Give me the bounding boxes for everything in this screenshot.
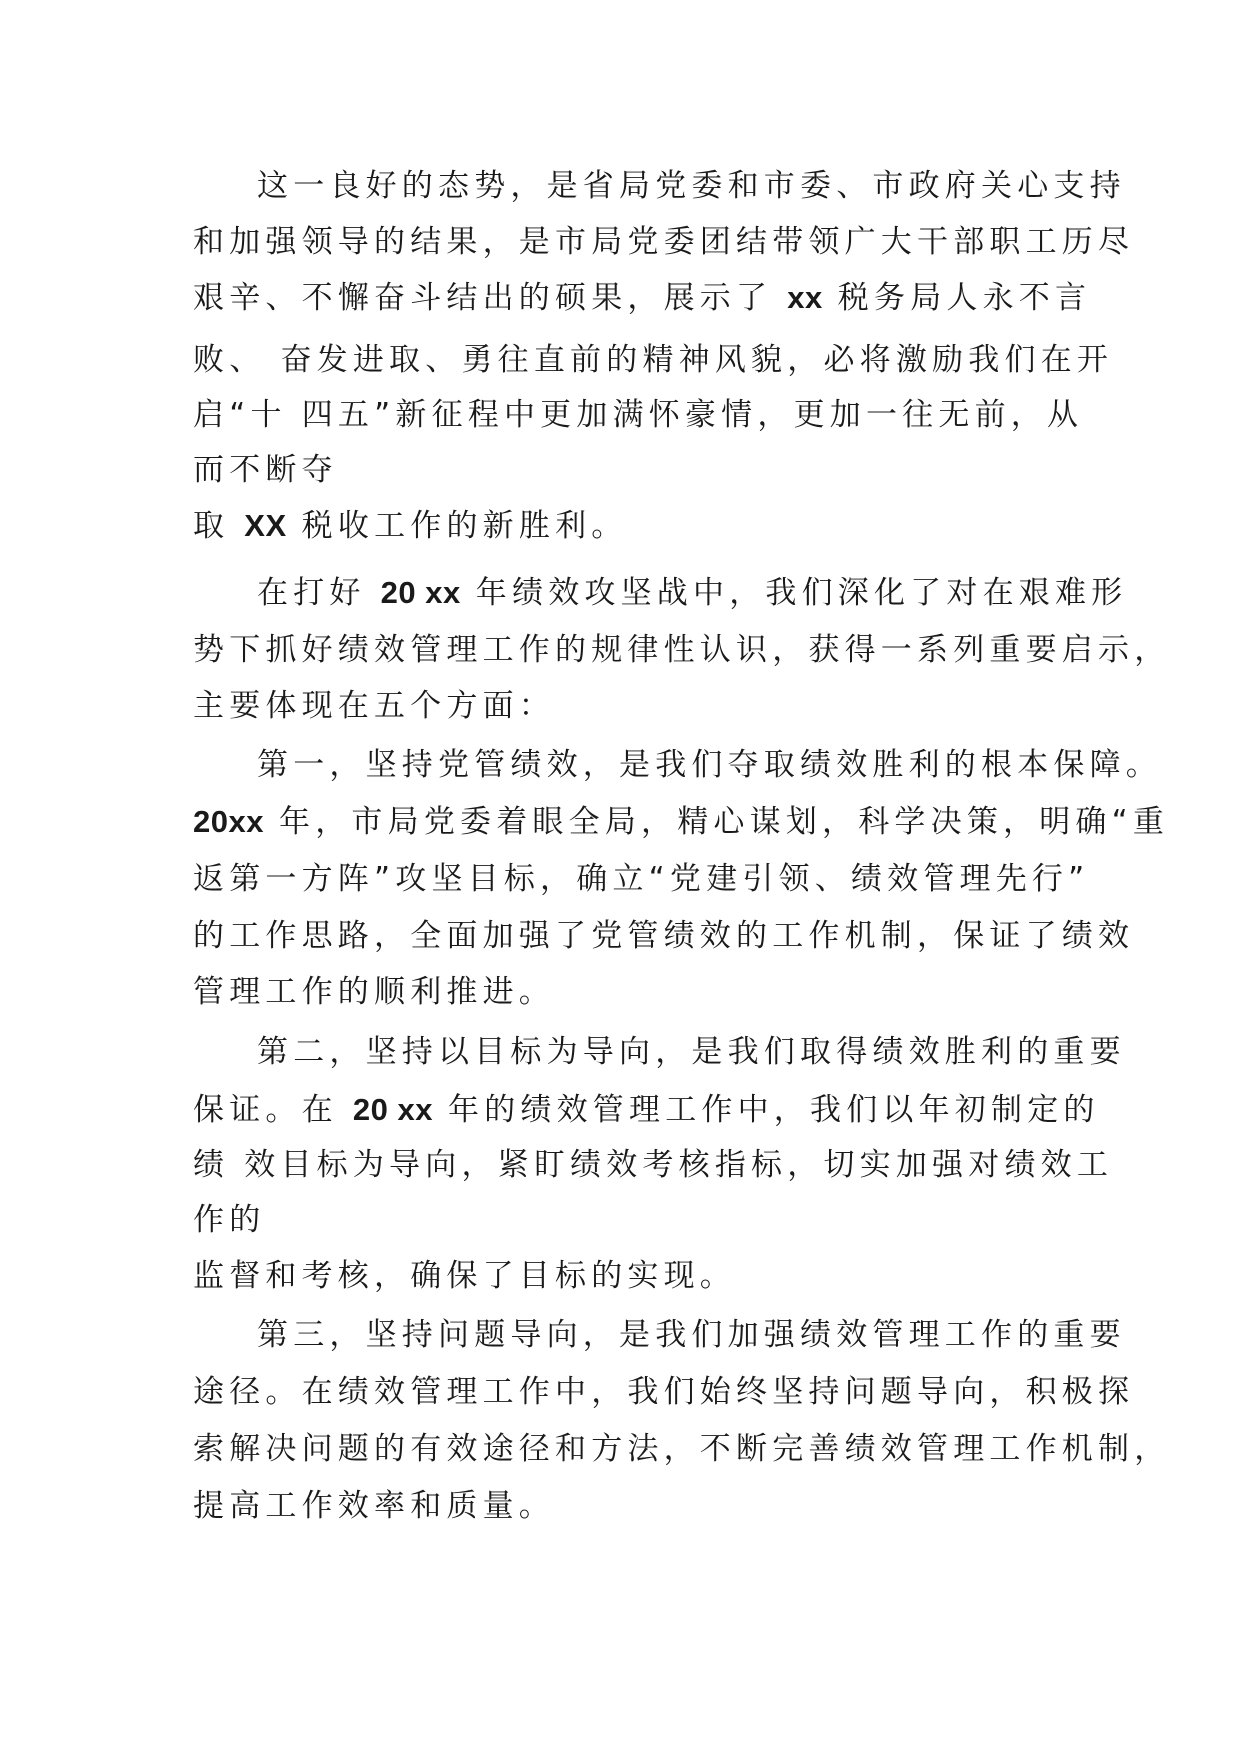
text-line: 艰辛、不懈奋斗结出的硕果，展示了 xx 税务局人永不言 — [193, 280, 1092, 316]
text-line: 势下抓好绩效管理工作的规律性认识，获得一系列重要启示， — [193, 632, 1171, 668]
text-line: 20xx 年，市局党委着眼全局，精心谋划，科学决策，明确“重 — [193, 804, 1170, 840]
text-line: 提高工作效率和质量。 — [193, 1488, 555, 1524]
text-line: 在打好 20 xx 年绩效攻坚战中，我们深化了对在艰难形 — [257, 575, 1128, 611]
text-line: 和加强领导的结果，是市局党委团结带领广大干部职工历尽 — [193, 224, 1135, 260]
text-line: 败、 奋发进取、勇往直前的精神风貌，必将激励我们在开 — [193, 342, 1114, 378]
text-line: 第二，坚持以目标为导向，是我们取得绩效胜利的重要 — [257, 1034, 1126, 1070]
text-line: 的工作思路，全面加强了党管绩效的工作机制，保证了绩效 — [193, 918, 1135, 954]
text-line: 这一良好的态势，是省局党委和市委、市政府关心支持 — [257, 168, 1126, 204]
text-line: 保证。在 20 xx 年的绩效管理工作中，我们以年初制定的 — [193, 1092, 1100, 1128]
text-line: 管理工作的顺利推进。 — [193, 974, 555, 1010]
text-line: 途径。在绩效管理工作中，我们始终坚持问题导向，积极探 — [193, 1374, 1135, 1410]
text-line: 绩 效目标为导向，紧盯绩效考核指标，切实加强对绩效工 — [193, 1147, 1114, 1183]
text-line: 主要体现在五个方面： — [193, 688, 555, 724]
text-line: 而不断夺 — [193, 452, 338, 488]
text-line: 监督和考核，确保了目标的实现。 — [193, 1258, 736, 1294]
text-line: 取 XX 税收工作的新胜利。 — [193, 508, 628, 544]
text-line: 返第一方阵”攻坚目标，确立“党建引领、绩效管理先行” — [193, 861, 1090, 897]
text-line: 第三，坚持问题导向，是我们加强绩效管理工作的重要 — [257, 1317, 1126, 1353]
text-line: 作的 — [193, 1202, 266, 1238]
text-line: 第一，坚持党管绩效，是我们夺取绩效胜利的根本保障。 — [257, 747, 1162, 783]
text-line: 索解决问题的有效途径和方法，不断完善绩效管理工作机制， — [193, 1431, 1171, 1467]
text-line: 启“十 四五”新征程中更加满怀豪情，更加一往无前，从 — [193, 397, 1084, 433]
